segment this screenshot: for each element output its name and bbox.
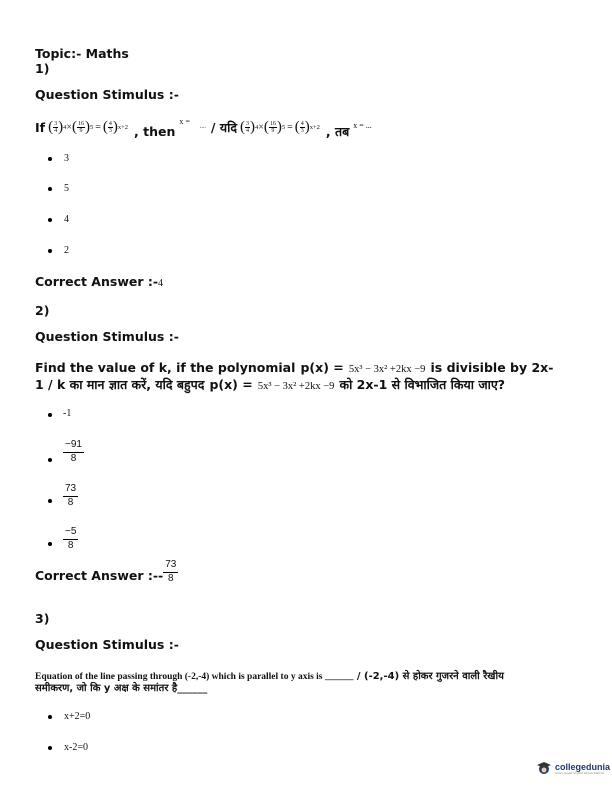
if-word: If <box>35 119 46 135</box>
question-3-stimulus-label: Question Stimulus :- <box>35 637 179 652</box>
hindi-yadi: / यदि <box>210 119 237 135</box>
then-word: , then <box>134 123 176 139</box>
q1-option-3[interactable]: 4 <box>64 214 69 225</box>
q2-option-2[interactable]: $\frac{-91}{8}$ <box>65 439 82 464</box>
question-2-line-2: 1 / k का मान ज्ञात करें, यदि बहुपद p(x) = 5x³ − 3x² +2kx −9 को 2x-1 से विभाजित किया जाए? <box>35 377 506 392</box>
topic-heading: Topic:- Maths <box>35 46 129 61</box>
question-1-number: 1) <box>35 61 50 76</box>
q2-option-1[interactable]: -1 <box>63 408 72 419</box>
question-2-number: 2) <box>35 303 50 318</box>
fraction-16-9: $\frac{16}{9}$ <box>77 120 84 134</box>
question-2-line-1: Find the value of k, if the polynomial p(x) = 5x³ − 3x² +2kx −9 is divisible by 2x- <box>35 360 554 375</box>
q3-option-1[interactable]: x+2=0 <box>64 711 91 722</box>
q1-option-2[interactable]: 5 <box>64 183 69 194</box>
q2-correct-answer: Correct Answer :- - $\frac{73}{8}$ <box>35 559 177 584</box>
q2-option-3[interactable]: $\frac{73}{8}$ <box>65 483 77 508</box>
question-3-line-2: समीकरण, जो कि y अक्ष के समांतर है______ <box>35 683 208 694</box>
q1-correct-answer: Correct Answer :-4 <box>35 274 164 289</box>
question-3-line-1: Equation of the line passing through (-2,-4) which is parallel to y axis is ______ / (-2,-4) से होकर गुजरने वाली रैखीय <box>35 671 504 682</box>
question-1-stimulus-label: Question Stimulus :- <box>35 87 179 102</box>
question-2-stimulus-label: Question Stimulus :- <box>35 329 179 344</box>
fraction-4-3: $\frac{4}{3}$ <box>108 120 112 134</box>
question-1-stimulus: If ( $\frac{3}{4}$ ) 4 × ( $\frac{16}{9}$ ) 5 = ( $\frac{4}{3}$ ) x+2 , then x = .... / यदि ( $\frac{3}{4}$ ) 4 × ( $\frac{16}{9}$ ) 5 = ( $\frac{4}{3}$ ) x+2 , तब x = ... <box>35 116 372 139</box>
fraction-3-4: $\frac{3}{4}$ <box>54 120 58 134</box>
q2-option-4[interactable]: $\frac{-5}{8}$ <box>65 526 77 551</box>
collegedunia-logo: collegedunia India's largest Student Review Platform <box>536 760 610 776</box>
hindi-tab: , तब <box>325 123 350 139</box>
question-3-number: 3) <box>35 611 50 626</box>
graduate-cap-icon <box>536 760 552 776</box>
q3-option-2[interactable]: x-2=0 <box>64 742 88 753</box>
q1-option-4[interactable]: 2 <box>64 245 69 256</box>
q1-option-1[interactable]: 3 <box>64 153 69 164</box>
